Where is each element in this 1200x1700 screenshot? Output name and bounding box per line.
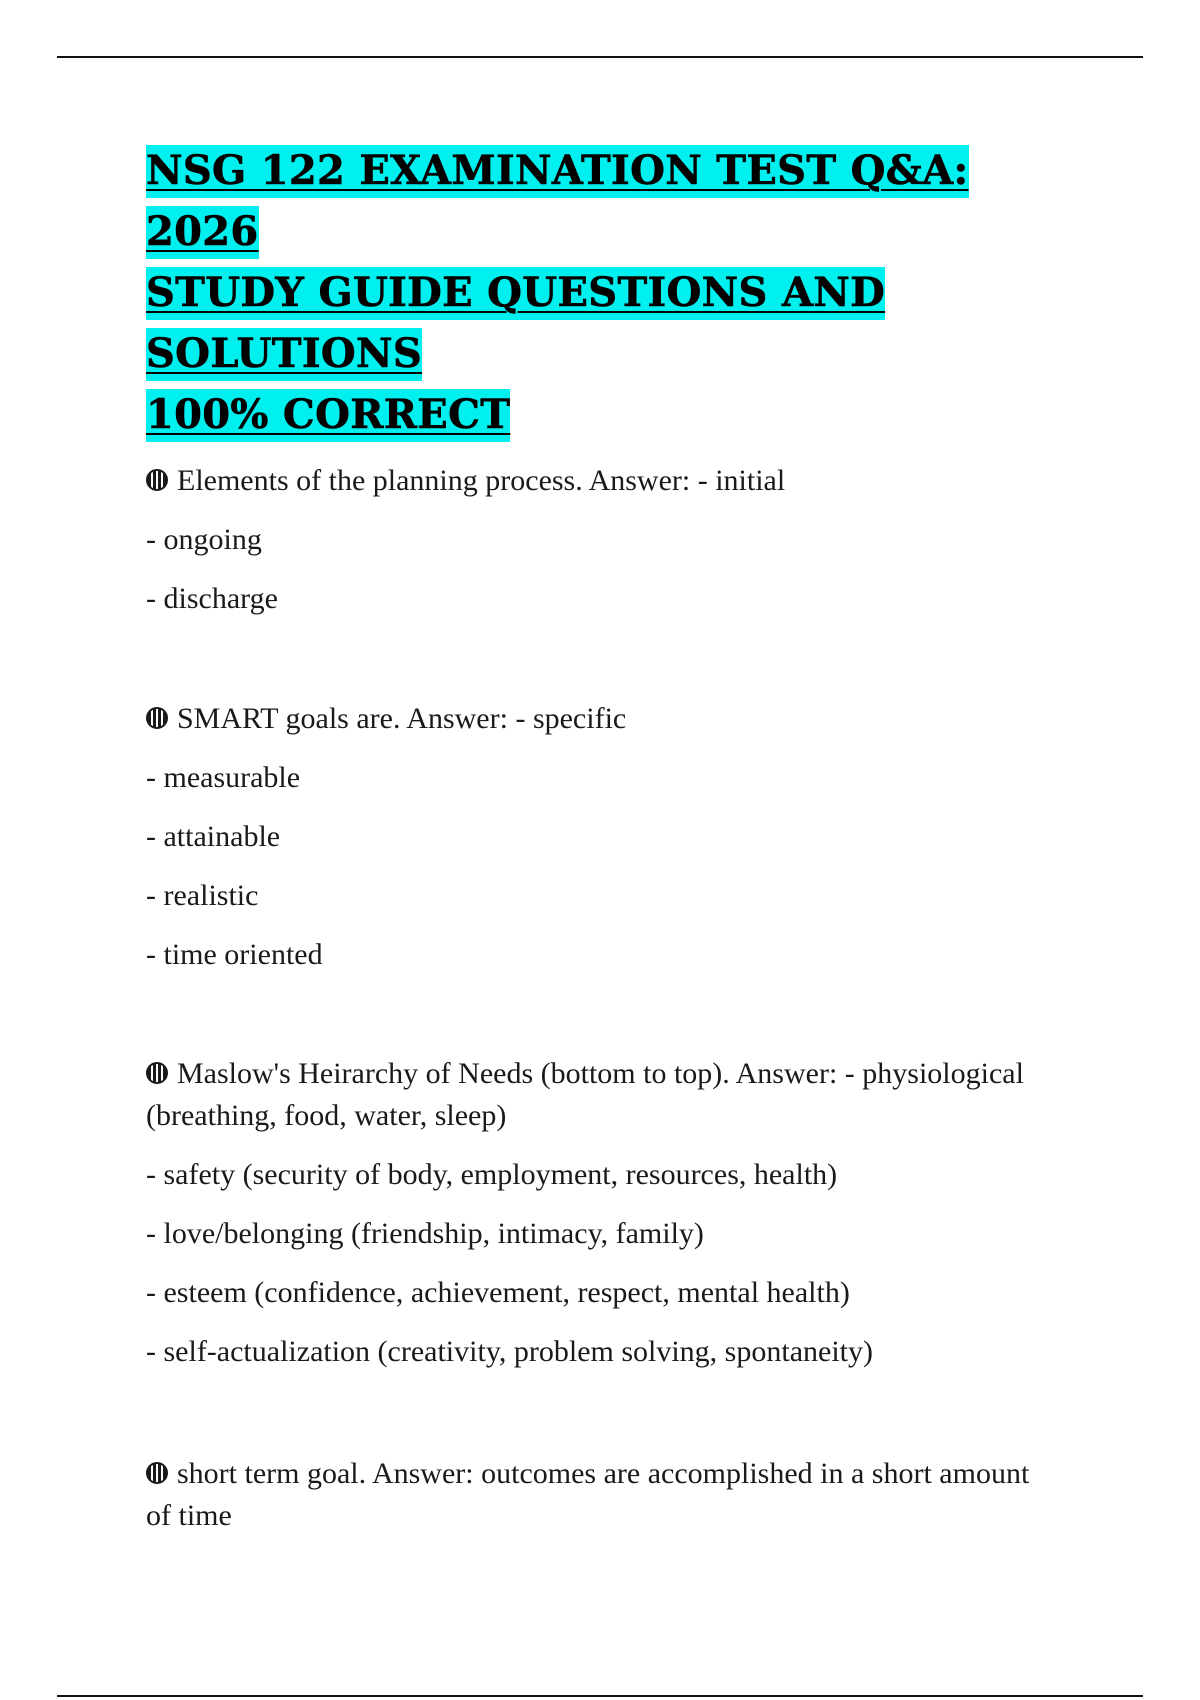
qa-item xyxy=(146,460,1046,620)
qa-item xyxy=(146,1053,1046,1373)
answer-line: - realistic xyxy=(146,879,259,912)
bottom-divider xyxy=(57,1695,1143,1697)
answer-line: - ongoing xyxy=(146,523,262,556)
title-line-3: 100% CORRECT xyxy=(146,389,510,442)
answer-line: - discharge xyxy=(146,582,278,615)
qa-item xyxy=(146,698,1046,976)
circle-bullet-icon xyxy=(146,469,168,491)
answer-line: - love/belonging (friendship, intimacy, family) xyxy=(146,1217,704,1250)
answer-line: - self-actualization (creativity, problem solving, spontaneity) xyxy=(146,1335,873,1368)
question-text: Maslow's Heirarchy of Needs (bottom to top). Answer: - physiological (breathing, food, water, sleep) xyxy=(146,1057,1024,1132)
circle-bullet-icon xyxy=(146,1062,168,1084)
answer-line: - time oriented xyxy=(146,938,323,971)
qa-item xyxy=(146,1453,1046,1537)
title-line-2: STUDY GUIDE QUESTIONS AND SOLUTIONS xyxy=(146,267,885,381)
answer-line: - safety (security of body, employment, resources, health) xyxy=(146,1158,838,1191)
document-title xyxy=(146,140,1046,445)
answer-line: - esteem (confidence, achievement, respect, mental health) xyxy=(146,1276,850,1309)
question-text: Elements of the planning process. Answer: - initial xyxy=(177,464,786,497)
circle-bullet-icon xyxy=(146,707,168,729)
title-line-1: NSG 122 EXAMINATION TEST Q&A: 2026 xyxy=(146,145,969,259)
answer-line: - measurable xyxy=(146,761,301,794)
circle-bullet-icon xyxy=(146,1462,168,1484)
question-text: short term goal. Answer: outcomes are accomplished in a short amount of time xyxy=(146,1457,1030,1532)
top-divider xyxy=(57,56,1143,58)
answer-line: - attainable xyxy=(146,820,281,853)
question-text: SMART goals are. Answer: - specific xyxy=(177,702,627,735)
